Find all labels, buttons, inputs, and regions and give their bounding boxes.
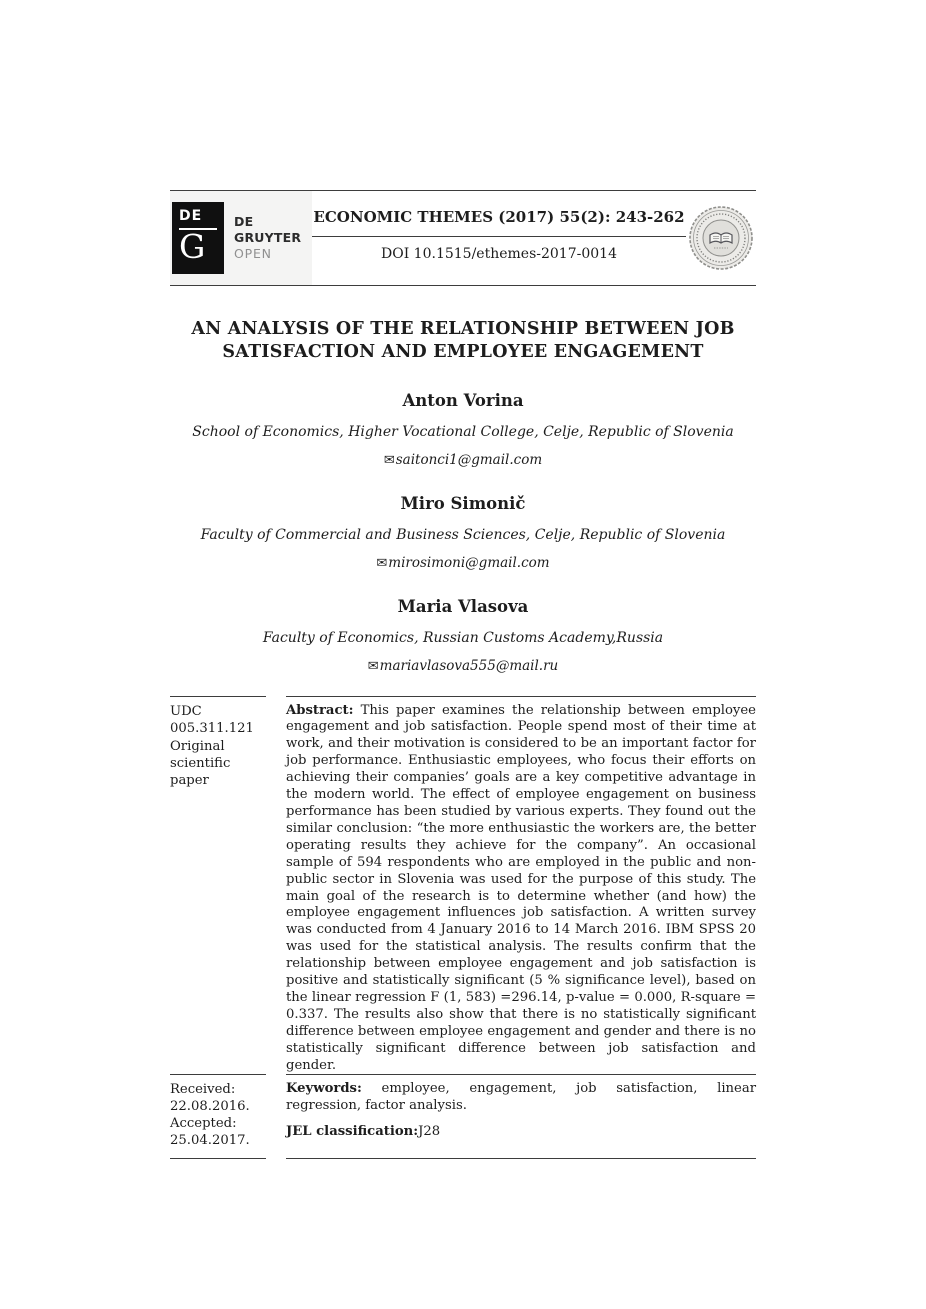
received-date: 22.08.2016.: [170, 1099, 250, 1115]
keywords-text: employee, engagement, job satisfaction, linear regression, factor analysis.: [286, 1081, 757, 1114]
keywords-label: Keywords:: [286, 1081, 362, 1097]
envelope-icon: ✉: [367, 658, 379, 674]
jel-label: JEL classification:: [286, 1124, 419, 1140]
logo-de-text: DE: [179, 208, 203, 224]
journal-title-rule: [312, 236, 686, 237]
author-email-2[interactable]: mirosimoni@gmail.com: [388, 554, 550, 571]
envelope-icon: ✉: [376, 555, 388, 571]
author-affiliation-1: School of Economics, Higher Vocational College, Celje, Republic of Slovenia: [192, 423, 734, 440]
envelope-icon: ✉: [383, 452, 395, 468]
publisher-name-line1: DE GRUYTER: [234, 213, 302, 245]
publisher-brand: [170, 191, 312, 285]
author-name-3: Maria Vlasova: [397, 596, 529, 616]
dates-block: [170, 1074, 266, 1159]
accepted-date: 25.04.2017.: [170, 1133, 250, 1149]
de-gruyter-logo-icon: [172, 202, 224, 274]
udc-number: UDC 005.311.121: [170, 703, 254, 736]
journal-title: ECONOMIC THEMES (2017) 55(2): 243-262: [313, 208, 685, 226]
abstract-block: [286, 696, 756, 1075]
jel-value: J28: [418, 1124, 441, 1140]
paper-title: AN ANALYSIS OF THE RELATIONSHIP BETWEEN JOB SATISFACTION AND EMPLOYEE ENGAGEMENT: [191, 319, 735, 363]
journal-header: [170, 190, 756, 286]
author-email-line-2: [170, 555, 756, 571]
abstract-section: [170, 696, 756, 1160]
author-email-3[interactable]: mariavlasova555@mail.ru: [379, 657, 559, 674]
accepted-label: Accepted:: [170, 1116, 237, 1132]
abstract-text: This paper examines the relationship between employee engagement and job satisfaction. People spend most of their time at work, and their motivation is considered to be an important factor for job performance. Enthusiastic employees, who focus their efforts on achieving their companies’ goals are a key competitive advantage in the modern world. The effect of employee engagement on business performance has been studied by various experts. They found out the similar conclusion: “the more enthusiastic the workers are, the better operating results they achieve for the company”. An occasional sample of 594 respondents who are employed in the public and non-public sector in Slovenia was used for the purpose of this study. The main goal of the research is to determine whether (and how) the employee engagement influences job satisfaction. A written survey was conducted from 4 January 2016 to 14 March 2016. IBM SPSS 20 was used for the statistical analysis. The results confirm that the relationship between employee engagement and job satisfaction is positive and statistically significant (5 % significance level), based on the linear regression F (1, 583) =296.14, p-value = 0.000, R-square = 0.337. The results also show that there is no statistically significant difference between employee engagement and gender and there is no statistically significant difference between job satisfaction and gender.: [286, 702, 756, 1073]
document-body: [170, 190, 756, 1159]
faculty-seal-icon: [686, 191, 756, 285]
udc-block: [170, 696, 266, 1075]
abstract-label: Abstract:: [286, 702, 354, 718]
abstract-paragraph: [286, 703, 756, 1075]
author-name-1: Anton Vorina: [402, 390, 524, 410]
publisher-name: [234, 214, 306, 263]
doi-text: DOI 10.1515/ethemes-2017-0014: [381, 246, 617, 262]
publisher-name-line2: OPEN: [234, 246, 272, 262]
author-affiliation-2: Faculty of Commercial and Business Sciences, Celje, Republic of Slovenia: [200, 526, 726, 543]
keywords-jel-block: [286, 1074, 756, 1159]
logo-g-text: G: [179, 228, 217, 265]
author-email-line-3: [170, 658, 756, 674]
author-name-2: Miro Simonič: [400, 493, 526, 513]
journal-title-block: [312, 191, 686, 285]
paper-type: Original scientific paper: [170, 738, 231, 788]
author-affiliation-3: Faculty of Economics, Russian Customs Academy,Russia: [262, 629, 664, 646]
author-email-line-1: [170, 452, 756, 468]
author-email-1[interactable]: saitonci1@gmail.com: [395, 451, 543, 468]
jel-paragraph: [286, 1124, 756, 1141]
received-label: Received:: [170, 1082, 236, 1098]
keywords-paragraph: [286, 1081, 756, 1115]
